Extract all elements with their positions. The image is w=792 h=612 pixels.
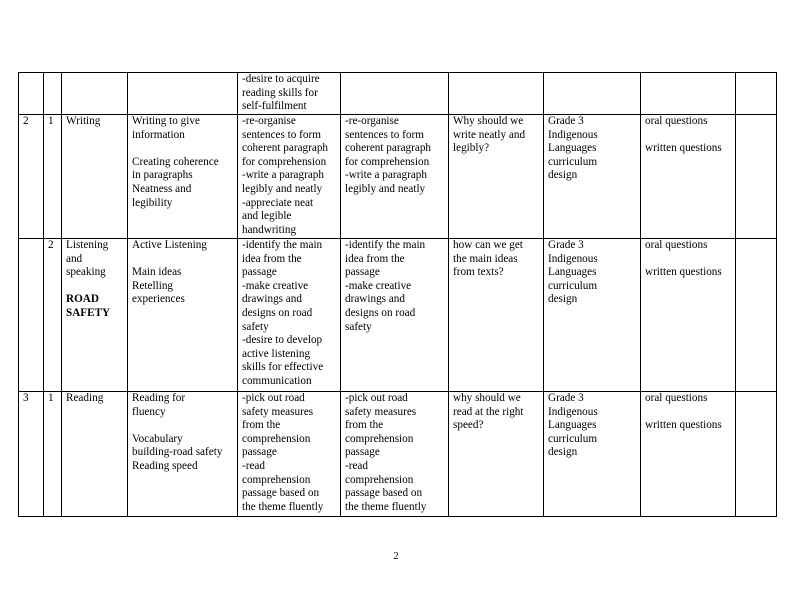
strand-cell: Reading — [62, 392, 128, 517]
key-inquiry-cell: why should we read at the right speed? — [449, 392, 544, 517]
assessment-oral: oral questions — [645, 115, 708, 127]
week-cell: 2 — [19, 115, 44, 239]
learning-outcomes-cell: -desire to acquire reading skills for self-fulfilment — [238, 73, 341, 115]
sub-strand-topics: Vocabulary building-road safety Reading speed — [132, 432, 223, 472]
learning-outcomes-cell: -identify the main idea from the passage -make creative drawings and designs on road safety -desire to develop active listening skills for effective communication — [238, 239, 341, 392]
strand-theme: ROAD SAFETY — [66, 293, 111, 319]
assessment-written: written questions — [645, 266, 722, 279]
week-cell — [19, 239, 44, 392]
lesson-cell: 2 — [44, 239, 62, 392]
sub-strand-cell — [128, 239, 238, 392]
resources-cell — [544, 73, 641, 115]
table-row — [19, 392, 777, 517]
remarks-cell — [736, 392, 777, 517]
learning-experiences-cell: -pick out road safety measures from the comprehension passage -read comprehension passage based on the theme fluently — [341, 392, 449, 517]
sub-strand-cell — [128, 392, 238, 517]
learning-outcomes-cell: -re-organise sentences to form coherent paragraph for comprehension -write a paragraph legibly and neatly -appreciate neat and legible handwriting — [238, 115, 341, 239]
page-number: 2 — [393, 551, 399, 562]
learning-experiences-cell: -identify the main idea from the passage -make creative drawings and designs on road safety — [341, 239, 449, 392]
assessment-oral: oral questions — [645, 392, 708, 404]
resources-cell: Grade 3 Indigenous Languages curriculum design — [544, 392, 641, 517]
resources-cell: Grade 3 Indigenous Languages curriculum design — [544, 239, 641, 392]
remarks-cell — [736, 73, 777, 115]
learning-experiences-cell — [341, 73, 449, 115]
assessment-cell — [641, 239, 736, 392]
resources-cell: Grade 3 Indigenous Languages curriculum design — [544, 115, 641, 239]
sub-strand-title: Active Listening — [132, 239, 207, 251]
lesson-cell — [44, 73, 62, 115]
lesson-cell: 1 — [44, 392, 62, 517]
scheme-of-work-table — [18, 72, 777, 517]
sub-strand-cell — [128, 73, 238, 115]
sub-strand-title: Reading for fluency — [132, 392, 186, 418]
sub-strand-topics: Main ideas Retelling experiences — [132, 266, 185, 306]
week-cell — [19, 73, 44, 115]
strand-cell — [62, 73, 128, 115]
sub-strand-topics: Creating coherence in paragraphs Neatness and legibility — [132, 155, 219, 209]
table-row — [19, 115, 777, 239]
strand-cell: Writing — [62, 115, 128, 239]
strand-name: Listening and speaking — [66, 239, 109, 279]
remarks-cell — [736, 239, 777, 392]
remarks-cell — [736, 115, 777, 239]
assessment-written: written questions — [645, 142, 722, 155]
learning-experiences-cell: -re-organise sentences to form coherent paragraph for comprehension -write a paragraph legibly and neatly — [341, 115, 449, 239]
table-row — [19, 239, 777, 392]
sub-strand-title: Writing to give information — [132, 115, 200, 141]
week-cell: 3 — [19, 392, 44, 517]
assessment-oral: oral questions — [645, 239, 708, 251]
assessment-written: written questions — [645, 419, 722, 432]
table-row — [19, 73, 777, 115]
sub-strand-cell — [128, 115, 238, 239]
lesson-cell: 1 — [44, 115, 62, 239]
key-inquiry-cell: how can we get the main ideas from texts? — [449, 239, 544, 392]
assessment-cell — [641, 115, 736, 239]
strand-cell — [62, 239, 128, 392]
key-inquiry-cell — [449, 73, 544, 115]
assessment-cell — [641, 392, 736, 517]
assessment-cell — [641, 73, 736, 115]
learning-outcomes-cell: -pick out road safety measures from the comprehension passage -read comprehension passage based on the theme fluently — [238, 392, 341, 517]
key-inquiry-cell: Why should we write neatly and legibly? — [449, 115, 544, 239]
